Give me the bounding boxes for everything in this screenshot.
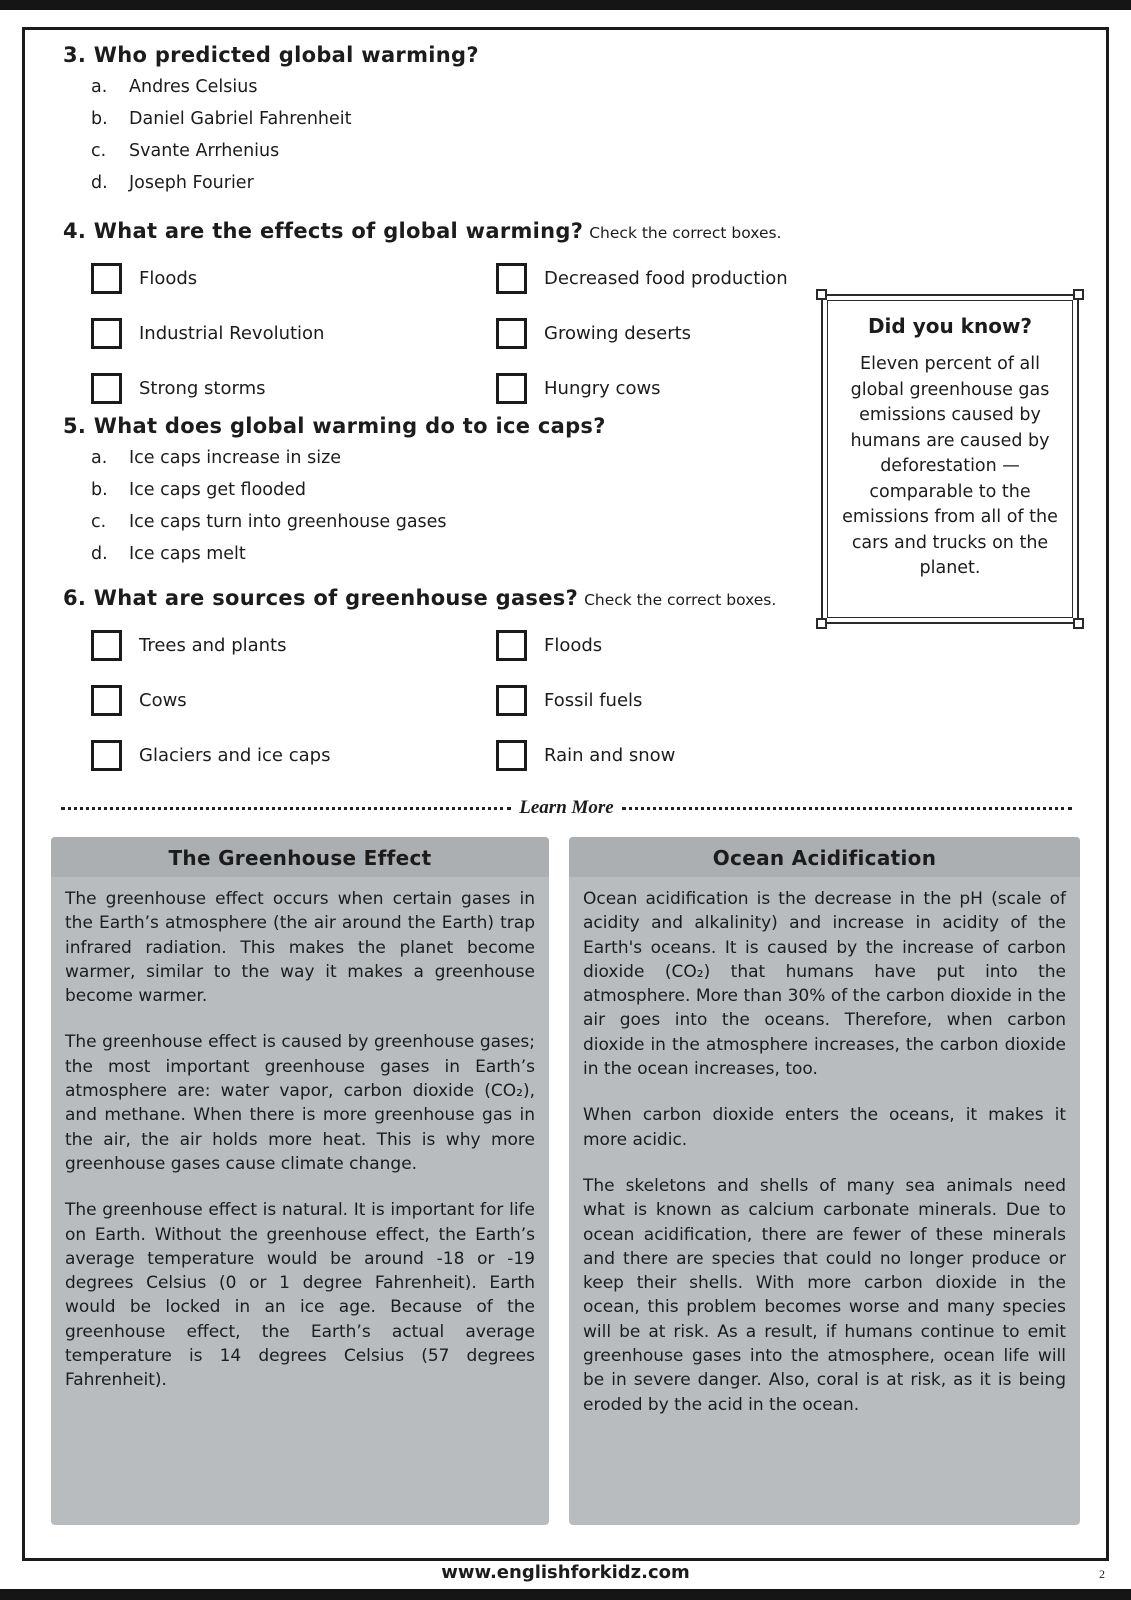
checkbox-cell — [91, 263, 496, 294]
article-body — [51, 877, 549, 1393]
articles-section — [51, 837, 1080, 1525]
question-4-hint: Check the correct boxes. — [589, 224, 782, 242]
checkbox-strong-storms[interactable] — [91, 373, 122, 404]
checkbox-glaciers-and-ice-caps[interactable] — [91, 740, 122, 771]
bottom-border-bar — [0, 1589, 1131, 1600]
checkbox-row — [91, 630, 1106, 661]
checkbox-label: Decreased food production — [544, 268, 788, 289]
option-letter: d. — [91, 173, 108, 193]
checkbox-label: Fossil fuels — [544, 690, 643, 711]
option-text: Ice caps get flooded — [129, 480, 306, 500]
option-text: Ice caps melt — [129, 544, 246, 564]
checkbox-cell — [91, 373, 496, 404]
option-letter: c. — [91, 512, 107, 532]
checkbox-trees-and-plants[interactable] — [91, 630, 122, 661]
checkbox-cell — [91, 630, 496, 661]
checkbox-fossil-fuels[interactable] — [496, 685, 527, 716]
checkbox-label: Rain and snow — [544, 745, 676, 766]
checkbox-row — [91, 740, 1106, 771]
checkbox-label: Cows — [139, 690, 187, 711]
question-6-hint: Check the correct boxes. — [584, 591, 777, 609]
checkbox-row — [91, 685, 1106, 716]
checkbox-industrial-revolution[interactable] — [91, 318, 122, 349]
article-ocean-acidification — [569, 837, 1080, 1525]
footer-url: www.englishforkidz.com — [441, 1562, 690, 1583]
checkbox-cell — [496, 263, 901, 294]
option-letter: a. — [91, 448, 108, 468]
checkbox-hungry-cows[interactable] — [496, 373, 527, 404]
learn-more-divider — [61, 797, 1072, 819]
question-6-checkboxes — [91, 630, 1106, 771]
checkbox-floods[interactable] — [91, 263, 122, 294]
article-title: The Greenhouse Effect — [51, 837, 549, 877]
option-row — [91, 109, 1106, 129]
checkbox-row — [91, 263, 1106, 294]
learn-more-label: Learn More — [519, 797, 614, 818]
article-paragraph: When carbon dioxide enters the oceans, it makes it more acidic. — [583, 1105, 1066, 1150]
checkbox-cell — [496, 740, 901, 771]
checkbox-floods-q6[interactable] — [496, 630, 527, 661]
frame-corner-ornament — [816, 289, 827, 300]
worksheet-frame — [22, 27, 1109, 1561]
question-4-text: 4. What are the effects of global warming? — [63, 219, 584, 243]
checkbox-label: Strong storms — [139, 378, 266, 399]
checkbox-label: Glaciers and ice caps — [139, 745, 331, 766]
article-paragraph: The skeletons and shells of many sea animals need what is known as calcium carbonate minerals. Due to ocean acidification, there are fewer of these minerals and there are species that could no longer produce or keep their shells. With more carbon dioxide in the ocean, this problem becomes worse and many species will be at risk. As a result, if humans continue to emit greenhouse gases into the atmosphere, ocean life will be in severe danger. Also, coral is at risk, as it is being eroded by the acid in the ocean. — [583, 1175, 1066, 1415]
question-5-text: 5. What does global warming do to ice caps? — [63, 414, 606, 438]
frame-corner-ornament — [816, 618, 827, 629]
option-letter: a. — [91, 77, 108, 97]
option-text: Andres Celsius — [129, 77, 258, 97]
checkbox-growing-deserts[interactable] — [496, 318, 527, 349]
question-6-text: 6. What are sources of greenhouse gases? — [63, 586, 579, 610]
option-row — [91, 77, 1106, 97]
article-title: Ocean Acidification — [569, 837, 1080, 877]
checkbox-cell — [91, 740, 496, 771]
page-number: 2 — [1099, 1567, 1105, 1581]
article-body — [569, 877, 1080, 1417]
option-text: Svante Arrhenius — [129, 141, 280, 161]
article-paragraph: The greenhouse effect occurs when certain gases in the Earth’s atmosphere (the air around the Earth) trap infrared radiation. This makes the planet become warmer, similar to the way it makes a greenhouse become warmer. — [65, 889, 535, 1007]
option-row — [91, 141, 1106, 161]
did-you-know-box — [821, 294, 1079, 624]
checkbox-cell — [496, 685, 901, 716]
article-greenhouse-effect — [51, 837, 549, 1525]
option-letter: c. — [91, 141, 107, 161]
checkbox-label: Growing deserts — [544, 323, 692, 344]
checkbox-decreased-food-production[interactable] — [496, 263, 527, 294]
checkbox-rain-and-snow[interactable] — [496, 740, 527, 771]
checkbox-cell — [91, 685, 496, 716]
checkbox-cell — [91, 318, 496, 349]
article-paragraph: The greenhouse effect is caused by greenhouse gases; the most important greenhouse gases in Earth’s atmosphere are: water vapor, carbon dioxide (CO₂), and methane. When there is more greenhouse gas in the air, the air holds more heat. This is why more greenhouse gases cause climate change. — [65, 1032, 535, 1174]
checkbox-label: Industrial Revolution — [139, 323, 325, 344]
checkbox-cows[interactable] — [91, 685, 122, 716]
checkbox-cell — [496, 630, 901, 661]
frame-corner-ornament — [1073, 618, 1084, 629]
did-you-know-title: Did you know? — [867, 314, 1033, 338]
frame-corner-ornament — [1073, 289, 1084, 300]
option-text: Ice caps increase in size — [129, 448, 342, 468]
option-text: Daniel Gabriel Fahrenheit — [129, 109, 352, 129]
question-3-options — [91, 77, 1106, 193]
checkbox-label: Floods — [139, 268, 198, 289]
option-text: Joseph Fourier — [129, 173, 254, 193]
option-text: Ice caps turn into greenhouse gases — [129, 512, 447, 532]
dotted-line — [61, 807, 511, 810]
checkbox-label: Floods — [544, 635, 603, 656]
top-border-bar — [0, 0, 1131, 10]
checkbox-label: Trees and plants — [139, 635, 287, 656]
question-3-heading — [63, 43, 1106, 67]
option-letter: b. — [91, 480, 108, 500]
option-letter: b. — [91, 109, 108, 129]
question-3-text: 3. Who predicted global warming? — [63, 43, 479, 67]
did-you-know-body: Eleven percent of all global greenhouse gas emissions caused by humans are caused by deforestation — comparable to the emissions from all of the cars and trucks on the planet. — [842, 354, 1058, 579]
question-4-heading — [63, 219, 1106, 243]
dotted-line — [622, 807, 1072, 810]
option-row — [91, 173, 1106, 193]
article-paragraph: The greenhouse effect is natural. It is important for life on Earth. Without the greenhouse effect, the Earth’s average temperature would be around -18 or -19 degrees Celsius (0 or 1 degree Fahrenheit). Earth would be locked in an ice age. Because of the greenhouse effect, the Earth’s actual average temperature is 14 degrees Celsius (57 degrees Fahrenheit). — [65, 1200, 535, 1391]
option-letter: d. — [91, 544, 108, 564]
article-paragraph: Ocean acidification is the decrease in the pH (scale of acidity and alkalinity) and increase in acidity of the Earth's oceans. It is caused by the increase of carbon dioxide (CO₂) that humans have put into the atmosphere. More than 30% of the carbon dioxide in the air goes into the oceans. Therefore, when carbon dioxide in the atmosphere increases, the carbon dioxide in the ocean increases, too. — [583, 889, 1066, 1080]
checkbox-label: Hungry cows — [544, 378, 661, 399]
